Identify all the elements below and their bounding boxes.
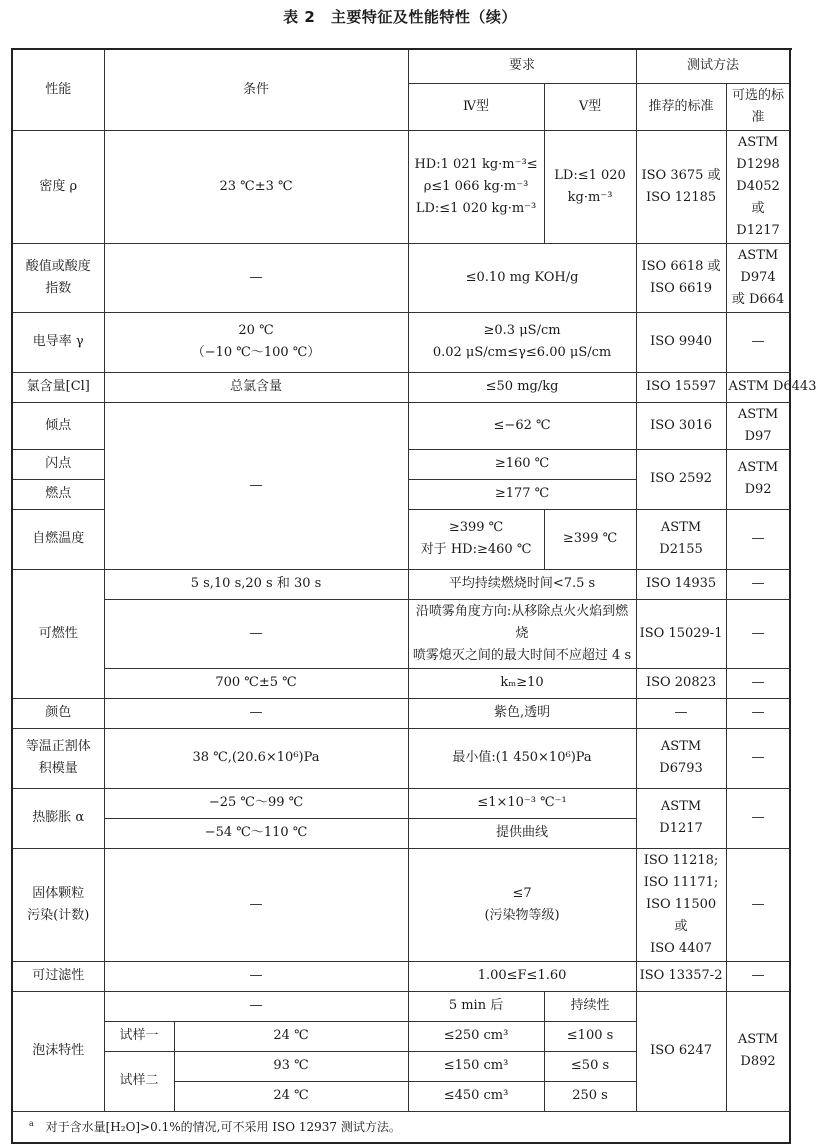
condition-color: — (104, 698, 408, 728)
condition-density: 23 ℃±3 ℃ (104, 130, 408, 243)
property-conductivity: 电导率 γ (12, 312, 104, 372)
condition-flammability-3: 700 ℃±5 ℃ (104, 668, 408, 698)
rec-conductivity: ISO 9940 (636, 312, 726, 372)
property-line: 指数 (45, 280, 72, 296)
property-pour-point: 倾点 (12, 402, 104, 449)
foam-sample-1: 试样一 (104, 1021, 174, 1051)
opt-thermal: — (726, 788, 790, 848)
req-flammability-3: kₘ≥10 (408, 668, 636, 698)
footnote-row (12, 1111, 790, 1143)
foam-r1-persist: ≤100 s (544, 1021, 636, 1051)
rec-flammability-1: ISO 14935 (636, 569, 726, 599)
req-acid: ≤0.10 mg KOH/g (408, 243, 636, 312)
property-foam: 泡沫特性 (12, 991, 104, 1111)
rec-filterability: ISO 13357-2 (636, 961, 726, 991)
foam-sample-2: 试样二 (104, 1051, 174, 1111)
condition-conductivity (104, 312, 408, 372)
condition-flammability-1: 5 s,10 s,20 s 和 30 s (104, 569, 408, 599)
condition-line: （−10 ℃～100 ℃） (191, 345, 321, 360)
table-row (12, 402, 790, 449)
property-chlorine: 氯含量[Cl] (12, 372, 104, 402)
table-row (12, 243, 790, 312)
table-row (12, 848, 790, 961)
table-row (12, 698, 790, 728)
condition-line: 20 ℃ (238, 323, 274, 338)
table-row (12, 130, 790, 243)
header-property: 性能 (12, 49, 104, 130)
header-requirement: 要求 (408, 49, 636, 83)
opt-density (726, 130, 790, 243)
rec-flash-fire: ISO 2592 (636, 449, 726, 509)
property-acid (12, 243, 104, 312)
opt-flammability-3: — (726, 668, 790, 698)
req-particulate (408, 848, 636, 961)
header-optional: 可选的标准 (726, 83, 790, 130)
property-line: 酸值或酸度 (25, 258, 91, 274)
req-type5-autoignition: ≥399 ℃ (544, 509, 636, 569)
opt-line: ASTM D974 (737, 247, 779, 285)
rec-line: ISO 6618 或 (641, 258, 721, 274)
rec-foam: ISO 6247 (636, 991, 726, 1111)
opt-chlorine: ASTM D6443 (726, 372, 790, 402)
opt-particulate: — (726, 848, 790, 961)
condition-particulate: — (104, 848, 408, 961)
opt-line: D1217 (736, 222, 780, 238)
req-filterability: 1.00≤F≤1.60 (408, 961, 636, 991)
opt-flammability-2: — (726, 599, 790, 668)
req-line: ≥399 ℃ (448, 520, 504, 535)
condition-thermal-1: −25 ℃～99 ℃ (104, 788, 408, 818)
req-line: 对于 HD:≥460 ℃ (420, 542, 532, 557)
header-condition: 条件 (104, 49, 408, 130)
header-type4: Ⅳ型 (408, 83, 544, 130)
rec-line: ISO 4407 (650, 940, 712, 956)
rec-line: ISO 3675 或 (641, 167, 721, 183)
property-line: 积模量 (38, 761, 78, 776)
foam-r2-temp: 93 ℃ (174, 1051, 408, 1081)
req-bulk-modulus: 最小值:(1 450×10⁶)Pa (408, 728, 636, 788)
req-flammability-2 (408, 599, 636, 668)
table-row (12, 599, 790, 668)
property-density: 密度 ρ (12, 130, 104, 243)
properties-table (11, 48, 816, 1144)
rec-line: ISO 11218; (643, 852, 719, 868)
opt-autoignition: — (726, 509, 790, 569)
rec-acid (636, 243, 726, 312)
table-row (12, 668, 790, 698)
foam-r1-temp: 24 ℃ (174, 1021, 408, 1051)
rec-pour-point: ISO 3016 (636, 402, 726, 449)
req-chlorine: ≤50 mg/kg (408, 372, 636, 402)
table-row (12, 569, 790, 599)
rec-chlorine: ISO 15597 (636, 372, 726, 402)
req-line: ρ≤1 066 kg·m⁻³ (423, 178, 529, 194)
rec-density (636, 130, 726, 243)
property-particulate (12, 848, 104, 961)
rec-line: ISO 11500 或 (645, 896, 717, 934)
req-color: 紫色,透明 (408, 698, 636, 728)
req-line: 沿喷雾角度方向:从移除点火火焰到燃烧 (415, 603, 629, 641)
condition-filterability: — (104, 961, 408, 991)
req-line: ≤7 (512, 885, 532, 901)
rec-line: ISO 6619 (650, 280, 712, 296)
opt-line: D4052 或 (736, 178, 780, 216)
condition-thermal-2: −54 ℃～110 ℃ (104, 818, 408, 848)
req-type4-density (408, 130, 544, 243)
table-title: 表 2 主要特征及性能特性（续） (283, 8, 517, 26)
rec-flammability-3: ISO 20823 (636, 668, 726, 698)
property-autoignition: 自燃温度 (12, 509, 104, 569)
req-line: LD:≤1 020 kg·m⁻³ (415, 200, 537, 216)
footnote-marker: a (29, 1118, 34, 1128)
property-fire-point: 燃点 (12, 479, 104, 509)
req-thermal-1: ≤1×10⁻³ ℃⁻¹ (408, 788, 636, 818)
table-row (12, 312, 790, 372)
req-line: 0.02 μS/cm≤γ≤6.00 μS/cm (432, 345, 612, 360)
opt-foam: ASTM D892 (726, 991, 790, 1111)
foam-r3-5min: ≤450 cm³ (408, 1081, 544, 1111)
property-color: 颜色 (12, 698, 104, 728)
property-line: 污染(计数) (27, 907, 90, 923)
rec-color: — (636, 698, 726, 728)
condition-acid: — (104, 243, 408, 312)
rec-line: ISO 11171; (643, 874, 719, 890)
foam-r3-persist: 250 s (544, 1081, 636, 1111)
opt-acid (726, 243, 790, 312)
opt-filterability: — (726, 961, 790, 991)
opt-conductivity: — (726, 312, 790, 372)
req-line: 喷雾熄灭之间的最大时间不应超过 4 s (412, 647, 632, 663)
rec-bulk-modulus: ASTM D6793 (636, 728, 726, 788)
condition-bulk-modulus: 38 ℃,(20.6×10⁶)Pa (104, 728, 408, 788)
opt-line: ASTM D1298 (736, 134, 780, 172)
foam-head-condition: — (104, 991, 408, 1021)
req-pour-point: ≤−62 ℃ (408, 402, 636, 449)
opt-flammability-1: — (726, 569, 790, 599)
header-row-1 (12, 49, 790, 83)
req-line: ≥0.3 μS/cm (483, 323, 561, 338)
req-fire-point: ≥177 ℃ (408, 479, 636, 509)
opt-pour-point: ASTM D97 (726, 402, 790, 449)
table-row (12, 728, 790, 788)
foam-r1-5min: ≤250 cm³ (408, 1021, 544, 1051)
opt-line: 或 D664 (731, 291, 785, 307)
property-line: 等温正割体 (25, 739, 91, 754)
req-thermal-2: 提供曲线 (408, 818, 636, 848)
foam-r2-persist: ≤50 s (544, 1051, 636, 1081)
property-bulk-modulus (12, 728, 104, 788)
req-type4-autoignition (408, 509, 544, 569)
property-filterability: 可过滤性 (12, 961, 104, 991)
rec-thermal: ASTM D1217 (636, 788, 726, 848)
opt-color: — (726, 698, 790, 728)
property-flash-point: 闪点 (12, 449, 104, 479)
rec-autoignition: ASTM D2155 (636, 509, 726, 569)
property-flammability: 可燃性 (12, 569, 104, 698)
opt-flash-fire: ASTM D92 (726, 449, 790, 509)
req-conductivity (408, 312, 636, 372)
req-type5-density: LD:≤1 020 kg·m⁻³ (544, 130, 636, 243)
req-flammability-1: 平均持续燃烧时间<7.5 s (408, 569, 636, 599)
table-row (12, 961, 790, 991)
req-line: (污染物等级) (484, 907, 560, 923)
condition-shared: — (104, 402, 408, 569)
req-line: HD:1 021 kg·m⁻³≤ (414, 156, 538, 172)
opt-bulk-modulus: — (726, 728, 790, 788)
req-flash-point: ≥160 ℃ (408, 449, 636, 479)
property-thermal-expansion: 热膨胀 α (12, 788, 104, 848)
condition-flammability-2: — (104, 599, 408, 668)
foam-head-persist: 持续性 (544, 991, 636, 1021)
condition-chlorine: 总氯含量 (104, 372, 408, 402)
foam-r3-temp: 24 ℃ (174, 1081, 408, 1111)
footnote (12, 1111, 790, 1143)
footnote-text: 对于含水量[H₂O]>0.1%的情况,可不采用 ISO 12937 测试方法。 (45, 1119, 401, 1134)
foam-r2-5min: ≤150 cm³ (408, 1051, 544, 1081)
table-row (12, 372, 790, 402)
table-row (12, 991, 790, 1021)
table-row (12, 788, 790, 818)
property-line: 固体颗粒 (32, 885, 85, 901)
rec-line: ISO 12185 (645, 189, 717, 205)
rec-flammability-2: ISO 15029-1 (636, 599, 726, 668)
foam-head-5min: 5 min 后 (408, 991, 544, 1021)
header-type5: Ⅴ型 (544, 83, 636, 130)
rec-particulate (636, 848, 726, 961)
header-recommended: 推荐的标准 (636, 83, 726, 130)
header-test-method: 测试方法 (636, 49, 790, 83)
